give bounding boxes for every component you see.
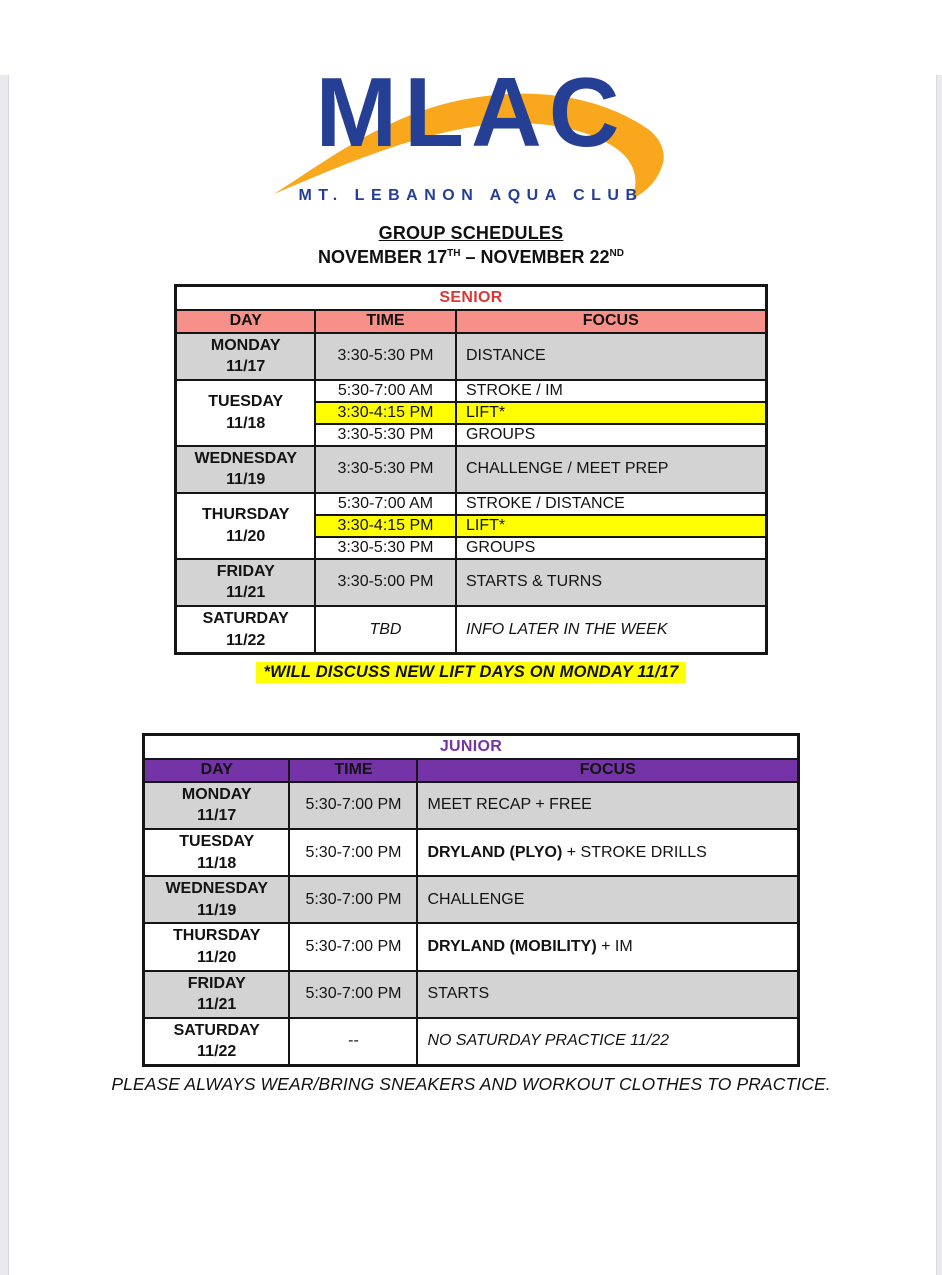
focus-text: + IM xyxy=(596,937,633,955)
day-name: WEDNESDAY xyxy=(165,880,268,898)
logo-subtitle: MT. LEBANON AQUA CLUB xyxy=(298,187,644,204)
focus-strong: DRYLAND (PLYO) xyxy=(427,843,563,861)
day-cell xyxy=(143,1018,289,1066)
focus-cell: STROKE / IM xyxy=(456,380,766,402)
day-name: TUESDAY xyxy=(179,832,255,850)
focus-cell xyxy=(417,829,798,876)
day-date: 11/18 xyxy=(226,414,266,432)
senior-row-tuesday-1 xyxy=(176,380,766,402)
lift-days-note: *WILL DISCUSS NEW LIFT DAYS ON MONDAY 11/17 xyxy=(256,662,685,683)
focus-cell xyxy=(417,782,798,829)
junior-row-thursday xyxy=(143,923,798,970)
senior-table xyxy=(174,284,767,655)
focus-cell: GROUPS xyxy=(456,424,766,446)
day-name: FRIDAY xyxy=(216,562,275,580)
day-date: 11/19 xyxy=(226,471,266,489)
focus-strong: DRYLAND (MOBILITY) xyxy=(427,937,597,955)
day-date: 11/22 xyxy=(226,631,266,649)
page-edge-right xyxy=(936,75,942,1275)
date-range-end-ordinal: ND xyxy=(609,248,624,259)
junior-table xyxy=(142,733,800,1067)
junior-row-monday xyxy=(143,782,798,829)
day-cell xyxy=(176,559,315,606)
focus-text: STARTS xyxy=(427,985,490,1003)
day-cell xyxy=(143,829,289,876)
day-name: THURSDAY xyxy=(202,506,290,524)
time-cell: 5:30-7:00 PM xyxy=(289,829,417,876)
time-cell: 3:30-5:00 PM xyxy=(315,559,456,606)
senior-column-day: DAY xyxy=(176,310,315,333)
day-cell xyxy=(176,446,315,493)
day-cell xyxy=(143,782,289,829)
day-cell xyxy=(176,606,315,654)
focus-text: CHALLENGE xyxy=(427,890,525,908)
time-cell: 3:30-5:30 PM xyxy=(315,424,456,446)
page-title: GROUP SCHEDULES xyxy=(378,223,564,243)
day-date: 11/18 xyxy=(197,854,237,872)
day-name: WEDNESDAY xyxy=(194,449,297,467)
senior-header-row xyxy=(176,310,766,333)
senior-row-thursday-1 xyxy=(176,493,766,515)
senior-column-time: TIME xyxy=(315,310,456,333)
junior-row-tuesday xyxy=(143,829,798,876)
focus-cell: DISTANCE xyxy=(456,333,766,380)
day-date: 11/21 xyxy=(226,584,266,602)
time-cell: 3:30-4:15 PM xyxy=(315,515,456,537)
day-name: FRIDAY xyxy=(187,974,246,992)
junior-row-saturday xyxy=(143,1018,798,1066)
focus-cell xyxy=(417,876,798,923)
day-date: 11/17 xyxy=(226,358,266,376)
time-cell: 3:30-5:30 PM xyxy=(315,537,456,559)
focus-cell: STROKE / DISTANCE xyxy=(456,493,766,515)
day-date: 11/20 xyxy=(197,948,237,966)
day-date: 11/19 xyxy=(197,901,237,919)
day-cell xyxy=(176,493,315,559)
day-name: SATURDAY xyxy=(173,1021,260,1039)
junior-header-row xyxy=(143,759,798,782)
day-name: THURSDAY xyxy=(173,927,261,945)
day-cell xyxy=(176,333,315,380)
date-range-end: – NOVEMBER 22 xyxy=(460,247,610,267)
senior-row-friday xyxy=(176,559,766,606)
date-range-start: NOVEMBER 17 xyxy=(318,247,448,267)
junior-row-wednesday xyxy=(143,876,798,923)
focus-text: NO SATURDAY PRACTICE 11/22 xyxy=(427,1032,670,1050)
date-range-start-ordinal: TH xyxy=(447,248,461,259)
junior-title-row xyxy=(143,735,798,759)
day-date: 11/21 xyxy=(197,996,237,1014)
senior-row-saturday xyxy=(176,606,766,654)
logo-acronym: MLAC xyxy=(315,57,627,167)
day-cell xyxy=(143,971,289,1018)
focus-text: MEET RECAP + FREE xyxy=(427,796,592,814)
time-cell: 3:30-5:30 PM xyxy=(315,333,456,380)
time-cell: -- xyxy=(289,1018,417,1066)
focus-cell: GROUPS xyxy=(456,537,766,559)
focus-cell xyxy=(417,923,798,970)
senior-table-title: SENIOR xyxy=(176,286,766,310)
focus-cell xyxy=(417,971,798,1018)
focus-cell: STARTS & TURNS xyxy=(456,559,766,606)
focus-cell xyxy=(417,1018,798,1066)
time-cell: 3:30-4:15 PM xyxy=(315,402,456,424)
junior-column-time: TIME xyxy=(289,759,417,782)
junior-column-day: DAY xyxy=(143,759,289,782)
focus-cell: CHALLENGE / MEET PREP xyxy=(456,446,766,493)
time-cell: 5:30-7:00 PM xyxy=(289,971,417,1018)
day-name: TUESDAY xyxy=(208,393,284,411)
mlac-logo xyxy=(256,57,686,209)
day-name: MONDAY xyxy=(210,336,281,354)
time-cell: 5:30-7:00 PM xyxy=(289,923,417,970)
day-cell xyxy=(143,923,289,970)
focus-text: + STROKE DRILLS xyxy=(562,843,707,861)
focus-cell: LIFT* xyxy=(456,515,766,537)
time-cell: 5:30-7:00 AM xyxy=(315,493,456,515)
time-cell: 5:30-7:00 PM xyxy=(289,782,417,829)
day-date: 11/20 xyxy=(226,527,266,545)
time-cell: TBD xyxy=(315,606,456,654)
senior-row-monday xyxy=(176,333,766,380)
time-cell: 3:30-5:30 PM xyxy=(315,446,456,493)
day-name: SATURDAY xyxy=(202,610,289,628)
day-cell xyxy=(176,380,315,446)
senior-title-row xyxy=(176,286,766,310)
day-date: 11/17 xyxy=(197,807,237,825)
day-date: 11/22 xyxy=(197,1043,237,1061)
day-name: MONDAY xyxy=(181,785,252,803)
page-edge-left xyxy=(0,75,9,1275)
focus-cell: INFO LATER IN THE WEEK xyxy=(456,606,766,654)
focus-cell: LIFT* xyxy=(456,402,766,424)
senior-row-wednesday xyxy=(176,446,766,493)
footer-reminder: PLEASE ALWAYS WEAR/BRING SNEAKERS AND WORKOUT CLOTHES TO PRACTICE. xyxy=(111,1073,831,1094)
day-cell xyxy=(143,876,289,923)
junior-row-friday xyxy=(143,971,798,1018)
date-range xyxy=(0,247,942,268)
time-cell: 5:30-7:00 PM xyxy=(289,876,417,923)
senior-column-focus: FOCUS xyxy=(456,310,766,333)
junior-column-focus: FOCUS xyxy=(417,759,798,782)
time-cell: 5:30-7:00 AM xyxy=(315,380,456,402)
junior-table-title: JUNIOR xyxy=(143,735,798,759)
